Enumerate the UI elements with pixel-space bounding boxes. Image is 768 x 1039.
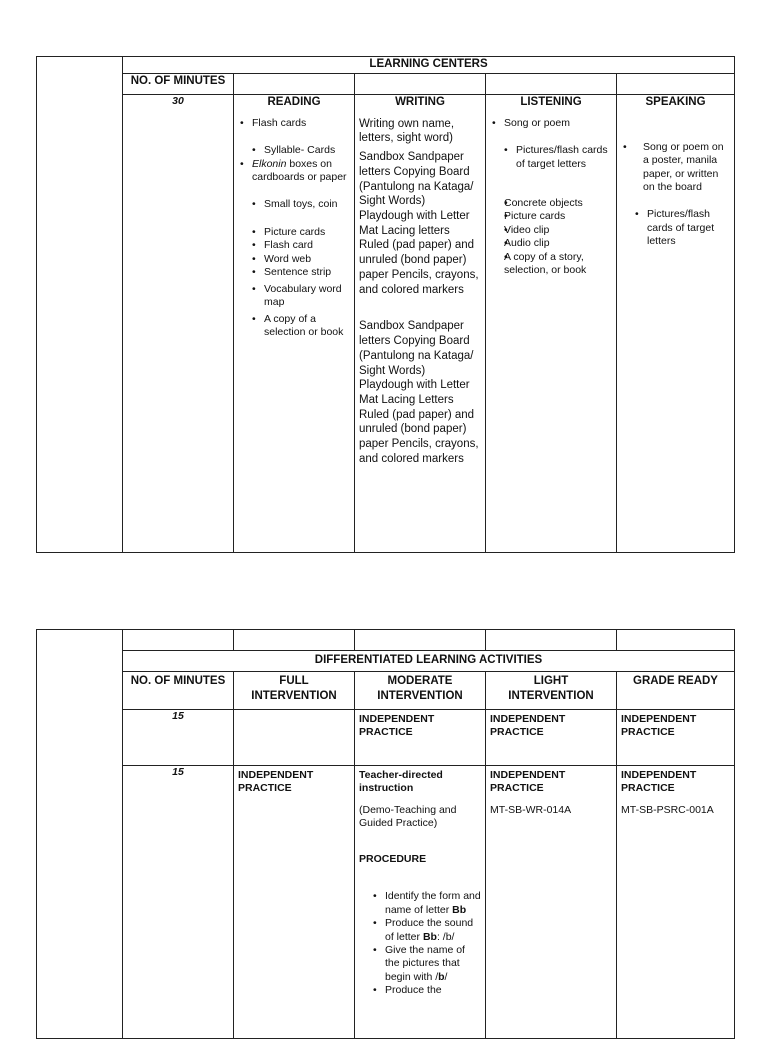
writing-text-1: Writing own name, letters, sight word) xyxy=(359,117,455,145)
list-item: • Concrete objects xyxy=(490,197,612,210)
writing-header: WRITING xyxy=(395,96,445,108)
list-item: • Pictures/flash cards of target letters xyxy=(490,144,612,171)
list-item: • Video clip xyxy=(490,224,612,237)
full-intervention-header: FULL INTERVENTION xyxy=(234,672,355,710)
listening-column xyxy=(486,95,617,553)
list-item: • Picture cards xyxy=(490,210,612,223)
learning-centers-table xyxy=(36,56,735,553)
learning-centers-title: LEARNING CENTERS xyxy=(123,57,735,74)
list-item: • Give the name of the pictures that begin with /b/ xyxy=(359,944,481,984)
moderate-row2-cell xyxy=(355,766,486,1039)
grade-row2-code: MT-SB-PSRC-001A xyxy=(621,803,714,816)
differentiated-activities-table xyxy=(36,629,735,1039)
moderate-row1-text: INDEPENDENT PRACTICE xyxy=(355,710,486,766)
moderate-row2-title: Teacher-directed instruction xyxy=(359,769,443,795)
light-row2-title: INDEPENDENT PRACTICE xyxy=(490,769,566,795)
list-item: • Small toys, coin xyxy=(238,198,350,211)
list-item: • Flash card xyxy=(238,239,350,252)
list-item: • Song or poem on a poster, manila paper, or written on the board xyxy=(621,141,730,195)
list-item: • Song or poem xyxy=(490,117,612,130)
list-item: • A copy of a story, selection, or book xyxy=(490,251,612,278)
minutes-value: 15 xyxy=(123,766,234,1039)
list-item: • Produce the xyxy=(359,984,481,997)
list-item: • Audio clip xyxy=(490,237,612,250)
list-item: • Word web xyxy=(238,253,350,266)
light-row2-cell xyxy=(486,766,617,1039)
listening-header: LISTENING xyxy=(520,96,582,108)
list-item: • Vocabulary word map xyxy=(238,283,350,310)
left-margin-cell xyxy=(37,630,123,1039)
list-item: • Produce the sound of letter Bb: /b/ xyxy=(359,917,481,944)
grade-row2-cell xyxy=(617,766,735,1039)
list-item: • Flash cards xyxy=(238,117,350,130)
list-item: • Syllable- Cards xyxy=(238,144,350,157)
grade-ready-header: GRADE READY xyxy=(617,672,735,710)
list-item: • A copy of a selection or book xyxy=(238,313,350,340)
speaking-header: SPEAKING xyxy=(645,96,706,108)
moderate-row2-sub: (Demo-Teaching and Guided Practice) xyxy=(359,803,457,830)
full-row2-text: INDEPENDENT PRACTICE xyxy=(234,766,355,1039)
left-margin-cell xyxy=(37,57,123,553)
reading-header: READING xyxy=(267,96,321,108)
writing-text-2: Sandbox Sandpaper letters Copying Board (Pantulong na Kataga/ Sight Words) Playdough with Letter Mat Lacing letters Ruled (pad paper) and unruled (bond paper) paper Pencils, crayons, and colored markers xyxy=(359,151,479,296)
procedure-heading: PROCEDURE xyxy=(359,852,427,865)
list-item: • Identify the form and name of letter Bb xyxy=(359,890,481,917)
light-row1-text: INDEPENDENT PRACTICE xyxy=(486,710,617,766)
writing-column xyxy=(355,95,486,553)
no-minutes-header: NO. OF MINUTES xyxy=(123,672,234,710)
minutes-value: 15 xyxy=(123,710,234,766)
differentiated-title: DIFFERENTIATED LEARNING ACTIVITIES xyxy=(123,651,735,672)
list-item: • Pictures/flash cards of target letters xyxy=(621,208,730,248)
moderate-intervention-header: MODERATE INTERVENTION xyxy=(355,672,486,710)
minutes-value: 30 xyxy=(123,95,234,553)
grade-row1-text: INDEPENDENT PRACTICE xyxy=(617,710,735,766)
writing-text-3: Sandbox Sandpaper letters Copying Board (Pantulong na Kataga/ Sight Words) Playdough with Letter Mat Lacing Letters Ruled (pad paper) and unruled (bond paper) paper Pencils, crayons, and colored markers xyxy=(359,320,479,465)
list-item: • Picture cards xyxy=(238,226,350,239)
list-item: • Sentence strip xyxy=(238,266,350,279)
reading-column xyxy=(234,95,355,553)
light-row2-code: MT-SB-WR-014A xyxy=(490,803,572,816)
speaking-column xyxy=(617,95,735,553)
list-item: • Elkonin boxes on cardboards or paper xyxy=(238,158,350,185)
no-minutes-header: NO. OF MINUTES xyxy=(123,74,234,95)
light-intervention-header: LIGHT INTERVENTION xyxy=(486,672,617,710)
grade-row2-title: INDEPENDENT PRACTICE xyxy=(621,769,697,795)
